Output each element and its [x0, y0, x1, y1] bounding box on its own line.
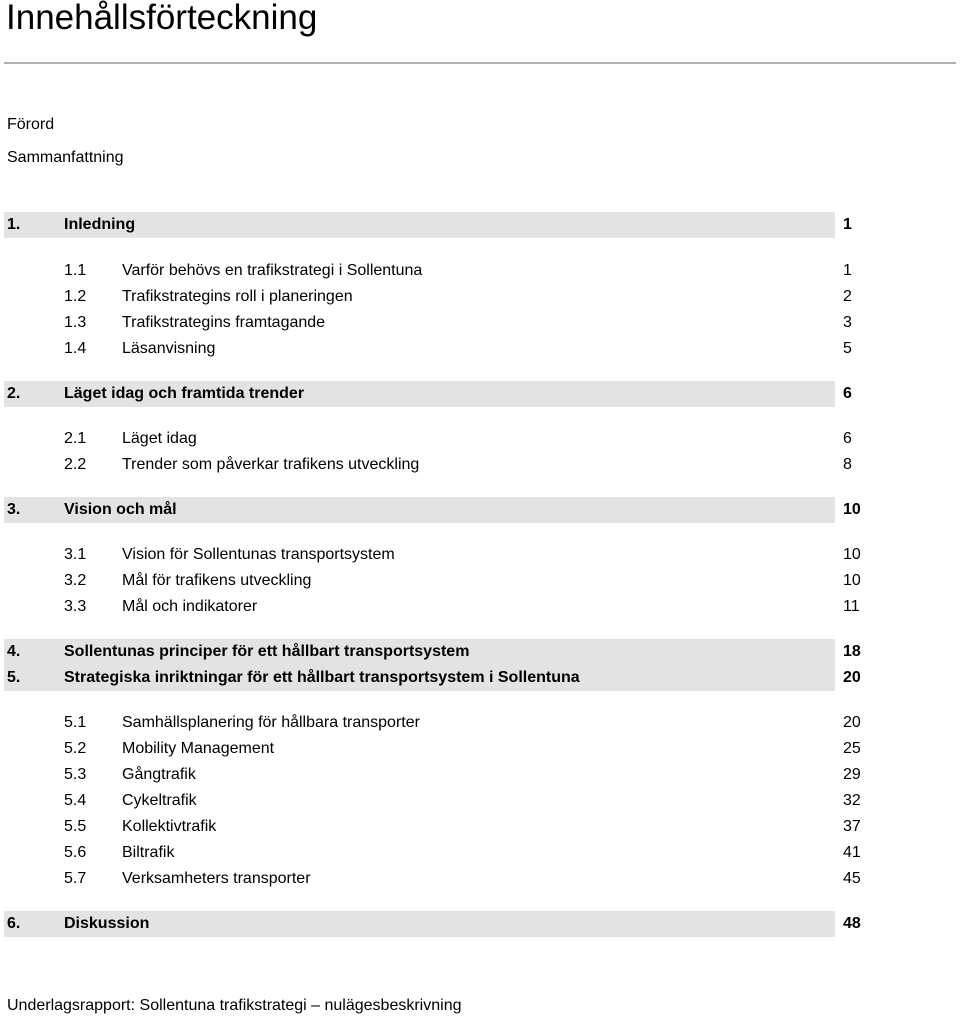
toc-chapter-4[interactable] [0, 639, 960, 665]
toc-page: 1 [843, 216, 852, 233]
toc-chapter-5[interactable] [0, 665, 960, 691]
toc-title: Mål och indikatorer [122, 598, 258, 615]
toc-chapter-1[interactable] [0, 212, 960, 238]
toc-title: Gångtrafik [122, 766, 196, 783]
toc-page: 6 [843, 385, 852, 402]
toc-title: Strategiska inriktningar för ett hållbart transportsystem i Sollentuna [64, 669, 580, 686]
toc-page: 20 [843, 714, 861, 731]
toc-number: 5.1 [64, 714, 87, 731]
toc-title: Mål för trafikens utveckling [122, 572, 312, 589]
toc-page: 48 [843, 915, 861, 932]
page-title: Innehållsförteckning [6, 0, 318, 37]
toc-section-2-1[interactable] [0, 426, 960, 452]
toc-page: 8 [843, 456, 852, 473]
toc-chapter-3[interactable] [0, 497, 960, 523]
title-divider [4, 62, 956, 64]
toc-section-5-3[interactable] [0, 762, 960, 788]
toc-section-2-2[interactable] [0, 452, 960, 478]
toc-title: Kollektivtrafik [122, 818, 217, 835]
page-footer: Underlagsrapport: Sollentuna trafikstrategi – nulägesbeskrivning [7, 997, 462, 1014]
toc-number: 5.6 [64, 844, 87, 861]
toc-page: 10 [843, 501, 861, 518]
toc-number: 1.3 [64, 314, 87, 331]
toc-page: 10 [843, 546, 861, 563]
front-matter-foreword[interactable]: Förord [7, 116, 55, 133]
toc-number: 3.2 [64, 572, 87, 589]
toc-title: Mobility Management [122, 740, 275, 757]
toc-title: Varför behövs en trafikstrategi i Sollentuna [122, 262, 423, 279]
toc-page: 18 [843, 643, 861, 660]
toc-page: 3 [843, 314, 852, 331]
toc-title: Läsanvisning [122, 340, 216, 357]
toc-section-5-4[interactable] [0, 788, 960, 814]
toc-section-3-3[interactable] [0, 594, 960, 620]
toc-title: Trender som påverkar trafikens utveckling [122, 456, 420, 473]
toc-title: Sollentunas principer för ett hållbart transportsystem [64, 643, 470, 660]
toc-page: 1 [843, 262, 852, 279]
toc-number: 1.1 [64, 262, 87, 279]
toc-section-1-2[interactable] [0, 284, 960, 310]
toc-title: Samhällsplanering för hållbara transporter [122, 714, 420, 731]
toc-page: 6 [843, 430, 852, 447]
toc-section-5-1[interactable] [0, 710, 960, 736]
toc-number: 5.5 [64, 818, 87, 835]
toc-section-5-5[interactable] [0, 814, 960, 840]
toc-page: 32 [843, 792, 861, 809]
toc-number: 3. [7, 501, 21, 518]
toc-section-5-2[interactable] [0, 736, 960, 762]
toc-title: Läget idag [122, 430, 197, 447]
toc-title: Inledning [64, 216, 136, 233]
toc-number: 5.4 [64, 792, 87, 809]
toc-title: Trafikstrategins roll i planeringen [122, 288, 353, 305]
toc-page: 29 [843, 766, 861, 783]
toc-page: 45 [843, 870, 861, 887]
toc-number: 3.3 [64, 598, 87, 615]
toc-title: Läget idag och framtida trender [64, 385, 305, 402]
toc-page: 41 [843, 844, 861, 861]
toc-title: Vision för Sollentunas transportsystem [122, 546, 395, 563]
toc-number: 2.1 [64, 430, 87, 447]
toc-page: 25 [843, 740, 861, 757]
toc-title: Biltrafik [122, 844, 175, 861]
toc-number: 1.2 [64, 288, 87, 305]
toc-title: Cykeltrafik [122, 792, 197, 809]
toc-number: 6. [7, 915, 21, 932]
toc-number: 4. [7, 643, 21, 660]
toc-number: 5.3 [64, 766, 87, 783]
toc-title: Trafikstrategins framtagande [122, 314, 326, 331]
toc-section-5-6[interactable] [0, 840, 960, 866]
toc-page: 10 [843, 572, 861, 589]
toc-number: 1.4 [64, 340, 87, 357]
toc-number: 1. [7, 216, 21, 233]
toc-section-3-1[interactable] [0, 542, 960, 568]
front-matter-summary[interactable]: Sammanfattning [7, 149, 124, 166]
toc-chapter-2[interactable] [0, 381, 960, 407]
toc-page: 11 [843, 598, 860, 615]
toc-number: 3.1 [64, 546, 87, 563]
toc-page: 5 [843, 340, 852, 357]
toc-number: 5.7 [64, 870, 87, 887]
toc-number: 2.2 [64, 456, 87, 473]
toc-page: 37 [843, 818, 861, 835]
toc-title: Vision och mål [64, 501, 177, 518]
toc-page: 20 [843, 669, 861, 686]
toc-section-5-7[interactable] [0, 866, 960, 892]
toc-section-1-1[interactable] [0, 258, 960, 284]
toc-section-3-2[interactable] [0, 568, 960, 594]
toc-number: 5. [7, 669, 21, 686]
toc-chapter-6[interactable] [0, 911, 960, 937]
toc-section-1-3[interactable] [0, 310, 960, 336]
toc-title: Verksamheters transporter [122, 870, 311, 887]
toc-number: 2. [7, 385, 21, 402]
toc-number: 5.2 [64, 740, 87, 757]
toc-title: Diskussion [64, 915, 150, 932]
toc-page: 2 [843, 288, 852, 305]
toc-section-1-4[interactable] [0, 336, 960, 362]
